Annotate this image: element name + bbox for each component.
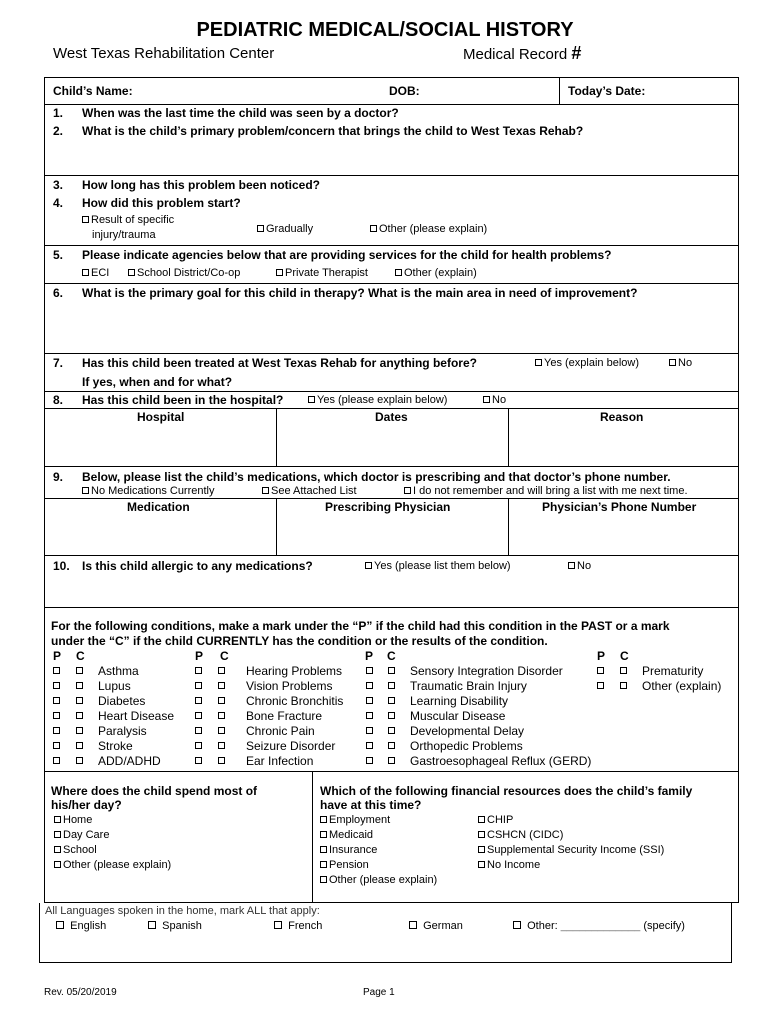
phone-number-column-header: Physician’s Phone Number <box>542 500 697 514</box>
q5-number: 5. <box>53 248 64 262</box>
q9-attached-label: See Attached List <box>271 485 357 497</box>
current-checkbox[interactable] <box>620 667 627 674</box>
finance-option-label: CHIP <box>487 814 514 826</box>
q9-remember-label: I do not remember and will bring a list with me next time. <box>413 485 688 497</box>
q8-option-no[interactable] <box>483 394 506 407</box>
current-checkbox[interactable] <box>218 712 225 719</box>
past-checkbox[interactable] <box>366 712 373 719</box>
language-option-french[interactable] <box>274 920 322 933</box>
past-checkbox[interactable] <box>53 757 60 764</box>
finance-option[interactable] <box>478 829 563 842</box>
current-header-col2: C <box>220 649 229 663</box>
q7-followup: If yes, when and for what? <box>82 375 233 389</box>
organization-name: West Texas Rehabilitation Center <box>53 45 275 62</box>
q9-option-attached[interactable] <box>262 485 357 498</box>
current-checkbox[interactable] <box>388 667 395 674</box>
day-option-label: Day Care <box>63 829 110 841</box>
past-header-col4: P <box>597 649 606 663</box>
condition-label: ADD/ADHD <box>98 754 161 768</box>
q10-text: Is this child allergic to any medications? <box>82 559 313 573</box>
finance-option-checkbox[interactable] <box>320 831 327 838</box>
finance-option-label: CSHCN (CIDC) <box>487 829 564 841</box>
q4-injury-checkbox[interactable] <box>82 216 89 223</box>
dates-column-header: Dates <box>375 410 408 424</box>
q8-yes-label: Yes (please explain below) <box>317 394 448 406</box>
past-header-col2: P <box>195 649 204 663</box>
past-checkbox[interactable] <box>366 667 373 674</box>
past-checkbox[interactable] <box>195 667 202 674</box>
q7-yes-label: Yes (explain below) <box>544 357 639 369</box>
current-checkbox[interactable] <box>76 667 83 674</box>
current-checkbox[interactable] <box>76 757 83 764</box>
page-number: Page 1 <box>363 987 395 998</box>
current-checkbox[interactable] <box>218 682 225 689</box>
q4-gradually-checkbox[interactable] <box>257 225 264 232</box>
q9-option-remember[interactable] <box>404 485 688 498</box>
medication-column-header: Medication <box>127 500 190 514</box>
q10-option-no[interactable] <box>568 560 591 573</box>
q5-eci-label: ECI <box>91 267 110 279</box>
past-checkbox[interactable] <box>366 697 373 704</box>
english-label: English <box>70 920 107 932</box>
current-checkbox[interactable] <box>218 757 225 764</box>
q4-option-other[interactable] <box>370 223 487 236</box>
language-option-german[interactable] <box>409 920 463 933</box>
finance-option-checkbox[interactable] <box>478 846 485 853</box>
current-checkbox[interactable] <box>76 697 83 704</box>
finance-option-label: Employment <box>329 814 391 826</box>
condition-label: Paralysis <box>98 724 147 738</box>
language-option-spanish[interactable] <box>148 920 202 933</box>
past-checkbox[interactable] <box>53 697 60 704</box>
current-checkbox[interactable] <box>620 682 627 689</box>
finance-option-label: Pension <box>329 859 369 871</box>
condition-label: Other (explain) <box>642 679 722 693</box>
day-option[interactable] <box>54 814 92 827</box>
q4-injury-label: Result of specific <box>91 214 175 226</box>
condition-label: Ear Infection <box>246 754 314 768</box>
revision-date: Rev. 05/20/2019 <box>44 987 117 998</box>
past-checkbox[interactable] <box>53 667 60 674</box>
day-question-line2: his/her day? <box>51 798 122 812</box>
q9-none-label: No Medications Currently <box>91 485 215 497</box>
past-header-col1: P <box>53 649 62 663</box>
q1-number: 1. <box>53 106 64 120</box>
hospital-column-header: Hospital <box>137 410 185 424</box>
finance-option-checkbox[interactable] <box>320 861 327 868</box>
current-checkbox[interactable] <box>218 667 225 674</box>
day-option-checkbox[interactable] <box>54 861 61 868</box>
past-checkbox[interactable] <box>366 727 373 734</box>
q5-option-school[interactable] <box>128 267 240 280</box>
condition-label: Asthma <box>98 664 139 678</box>
specify-label: (specify) <box>643 920 685 932</box>
past-checkbox[interactable] <box>195 742 202 749</box>
q9-number: 9. <box>53 470 64 484</box>
q10-number: 10. <box>53 559 70 573</box>
current-header-col3: C <box>387 649 396 663</box>
q5-text: Please indicate agencies below that are providing services for the child for health problems? <box>82 248 612 262</box>
finance-option-checkbox[interactable] <box>478 861 485 868</box>
current-checkbox[interactable] <box>388 742 395 749</box>
condition-label: Traumatic Brain Injury <box>410 679 527 693</box>
q8-no-label: No <box>492 394 507 406</box>
language-option-other[interactable] <box>513 920 685 933</box>
past-checkbox[interactable] <box>53 682 60 689</box>
finance-option-label: Insurance <box>329 844 378 856</box>
current-checkbox[interactable] <box>76 712 83 719</box>
q9-option-none[interactable] <box>82 485 215 498</box>
past-checkbox[interactable] <box>366 757 373 764</box>
current-checkbox[interactable] <box>388 727 395 734</box>
condition-label: Stroke <box>98 739 133 753</box>
condition-label: Heart Disease <box>98 709 175 723</box>
q10-yes-label: Yes (please list them below) <box>374 560 511 572</box>
q7-number: 7. <box>53 356 64 370</box>
finance-question-line1: Which of the following financial resources does the child’s family <box>320 784 693 798</box>
q4-option-injury[interactable] <box>82 214 174 227</box>
condition-label: Muscular Disease <box>410 709 506 723</box>
condition-label: Vision Problems <box>246 679 333 693</box>
day-option[interactable] <box>54 829 109 842</box>
day-option-checkbox[interactable] <box>54 831 61 838</box>
language-option-english[interactable] <box>56 920 106 933</box>
finance-option[interactable] <box>320 844 377 857</box>
current-checkbox[interactable] <box>76 727 83 734</box>
past-checkbox[interactable] <box>597 667 604 674</box>
reason-column-header: Reason <box>600 410 644 424</box>
past-checkbox[interactable] <box>53 727 60 734</box>
day-option-label: Home <box>63 814 93 826</box>
current-checkbox[interactable] <box>388 712 395 719</box>
french-label: French <box>288 920 323 932</box>
current-header-col4: C <box>620 649 629 663</box>
q7-yes-checkbox[interactable] <box>535 359 542 366</box>
past-checkbox[interactable] <box>195 757 202 764</box>
current-checkbox[interactable] <box>388 697 395 704</box>
q6-text: What is the primary goal for this child in therapy? What is the main area in need of improvement? <box>82 286 638 300</box>
german-label: German <box>423 920 463 932</box>
past-header-col3: P <box>365 649 374 663</box>
conditions-intro-line1: For the following conditions, make a mark under the “P” if the child had this condition in the PAST or a mark <box>51 619 670 633</box>
finance-option-label: Medicaid <box>329 829 374 841</box>
languages-label: All Languages spoken in the home, mark ALL that apply: <box>45 905 320 917</box>
medical-record-text: Medical Record <box>463 46 568 63</box>
condition-label: Sensory Integration Disorder <box>410 664 563 678</box>
finance-option[interactable] <box>320 829 373 842</box>
day-option-label: Other (please explain) <box>63 859 172 871</box>
condition-label: Orthopedic Problems <box>410 739 523 753</box>
q10-no-label: No <box>577 560 592 572</box>
day-option-label: School <box>63 844 97 856</box>
day-option-checkbox[interactable] <box>54 846 61 853</box>
q10-option-yes[interactable] <box>365 560 511 573</box>
finance-option-checkbox[interactable] <box>478 831 485 838</box>
current-checkbox[interactable] <box>76 742 83 749</box>
q6-number: 6. <box>53 286 64 300</box>
current-checkbox[interactable] <box>76 682 83 689</box>
q4-gradually-label: Gradually <box>266 223 314 235</box>
q5-option-other[interactable] <box>395 267 477 280</box>
current-checkbox[interactable] <box>388 682 395 689</box>
q5-other-label: Other (explain) <box>404 267 477 279</box>
finance-question-line2: have at this time? <box>320 798 422 812</box>
q4-option-gradually[interactable] <box>257 223 313 236</box>
finance-option-label: Other (please explain) <box>329 874 438 886</box>
current-header-col1: C <box>76 649 85 663</box>
q8-no-checkbox[interactable] <box>483 396 490 403</box>
condition-label: Gastroesophageal Reflux (GERD) <box>410 754 592 768</box>
q8-number: 8. <box>53 393 64 407</box>
past-checkbox[interactable] <box>53 712 60 719</box>
q3-text: How long has this problem been noticed? <box>82 178 321 192</box>
conditions-intro-line2: under the “C” if the child CURRENTLY has the condition or the results of the condition. <box>51 634 548 648</box>
spanish-checkbox[interactable] <box>148 921 156 929</box>
q10-yes-checkbox[interactable] <box>365 562 372 569</box>
day-option-checkbox[interactable] <box>54 816 61 823</box>
french-checkbox[interactable] <box>274 921 282 929</box>
q8-yes-checkbox[interactable] <box>308 396 315 403</box>
q7-no-checkbox[interactable] <box>669 359 676 366</box>
condition-label: Learning Disability <box>410 694 509 708</box>
finance-option-checkbox[interactable] <box>478 816 485 823</box>
q8-option-yes[interactable] <box>308 394 447 407</box>
q4-injury-label-line2: injury/trauma <box>92 229 156 241</box>
q7-option-no[interactable] <box>669 357 692 370</box>
current-checkbox[interactable] <box>218 742 225 749</box>
finance-option-label: Supplemental Security Income (SSI) <box>487 844 665 856</box>
past-checkbox[interactable] <box>597 682 604 689</box>
q9-attached-checkbox[interactable] <box>262 487 269 494</box>
past-checkbox[interactable] <box>195 712 202 719</box>
other-language-checkbox[interactable] <box>513 921 521 929</box>
condition-label: Bone Fracture <box>246 709 323 723</box>
other-language-blank[interactable]: _____________ <box>560 920 641 932</box>
finance-option[interactable] <box>478 844 664 857</box>
condition-label: Chronic Bronchitis <box>246 694 344 708</box>
dob-label: DOB: <box>389 84 420 98</box>
condition-label: Diabetes <box>98 694 146 708</box>
q9-none-checkbox[interactable] <box>82 487 89 494</box>
q3-number: 3. <box>53 178 64 192</box>
q5-option-private[interactable] <box>276 267 368 280</box>
condition-label: Hearing Problems <box>246 664 343 678</box>
record-hash-symbol: # <box>571 43 582 63</box>
q8-text: Has this child been in the hospital? <box>82 393 284 407</box>
form-title: PEDIATRIC MEDICAL/SOCIAL HISTORY <box>196 19 574 41</box>
past-checkbox[interactable] <box>53 742 60 749</box>
q2-number: 2. <box>53 124 64 138</box>
current-checkbox[interactable] <box>218 697 225 704</box>
q7-option-yes[interactable] <box>535 357 639 370</box>
finance-option[interactable] <box>478 859 540 872</box>
finance-option[interactable] <box>478 814 513 827</box>
condition-label: Developmental Delay <box>410 724 525 738</box>
condition-label: Prematurity <box>642 664 704 678</box>
past-checkbox[interactable] <box>366 682 373 689</box>
current-checkbox[interactable] <box>218 727 225 734</box>
q5-school-label: School District/Co-op <box>137 267 241 279</box>
q4-number: 4. <box>53 196 64 210</box>
finance-option-label: No Income <box>487 859 541 871</box>
q9-remember-checkbox[interactable] <box>404 487 411 494</box>
condition-label: Chronic Pain <box>246 724 315 738</box>
finance-option-checkbox[interactable] <box>320 846 327 853</box>
day-option[interactable] <box>54 844 97 857</box>
q4-other-checkbox[interactable] <box>370 225 377 232</box>
todays-date-label: Today’s Date: <box>568 84 646 98</box>
german-checkbox[interactable] <box>409 921 417 929</box>
q7-no-label: No <box>678 357 693 369</box>
q9-text: Below, please list the child’s medications, which doctor is prescribing and that doctor’s phone number. <box>82 470 671 484</box>
other-language-label: Other: <box>527 920 558 932</box>
current-checkbox[interactable] <box>388 757 395 764</box>
past-checkbox[interactable] <box>195 682 202 689</box>
condition-label: Seizure Disorder <box>246 739 336 753</box>
english-checkbox[interactable] <box>56 921 64 929</box>
finance-option[interactable] <box>320 874 437 887</box>
q5-option-eci[interactable] <box>82 267 109 280</box>
medical-record-label <box>463 44 581 64</box>
condition-label: Lupus <box>98 679 131 693</box>
q1-text: When was the last time the child was seen by a doctor? <box>82 106 399 120</box>
finance-option-checkbox[interactable] <box>320 876 327 883</box>
childs-name-label: Child’s Name: <box>53 84 133 98</box>
q4-other-label: Other (please explain) <box>379 223 488 235</box>
day-question-line1: Where does the child spend most of <box>51 784 258 798</box>
q5-other-checkbox[interactable] <box>395 269 402 276</box>
spanish-label: Spanish <box>162 920 202 932</box>
finance-option[interactable] <box>320 859 369 872</box>
q5-eci-checkbox[interactable] <box>82 269 89 276</box>
past-checkbox[interactable] <box>195 727 202 734</box>
q5-school-checkbox[interactable] <box>128 269 135 276</box>
q10-no-checkbox[interactable] <box>568 562 575 569</box>
q4-text: How did this problem start? <box>82 196 241 210</box>
past-checkbox[interactable] <box>195 697 202 704</box>
q7-text: Has this child been treated at West Texas Rehab for anything before? <box>82 356 477 370</box>
prescribing-physician-column-header: Prescribing Physician <box>325 500 451 514</box>
past-checkbox[interactable] <box>366 742 373 749</box>
day-option[interactable] <box>54 859 171 872</box>
q5-private-checkbox[interactable] <box>276 269 283 276</box>
q5-private-label: Private Therapist <box>285 267 368 279</box>
q2-text: What is the child’s primary problem/concern that brings the child to West Texas Rehab? <box>82 124 584 138</box>
finance-option[interactable] <box>320 814 390 827</box>
finance-option-checkbox[interactable] <box>320 816 327 823</box>
